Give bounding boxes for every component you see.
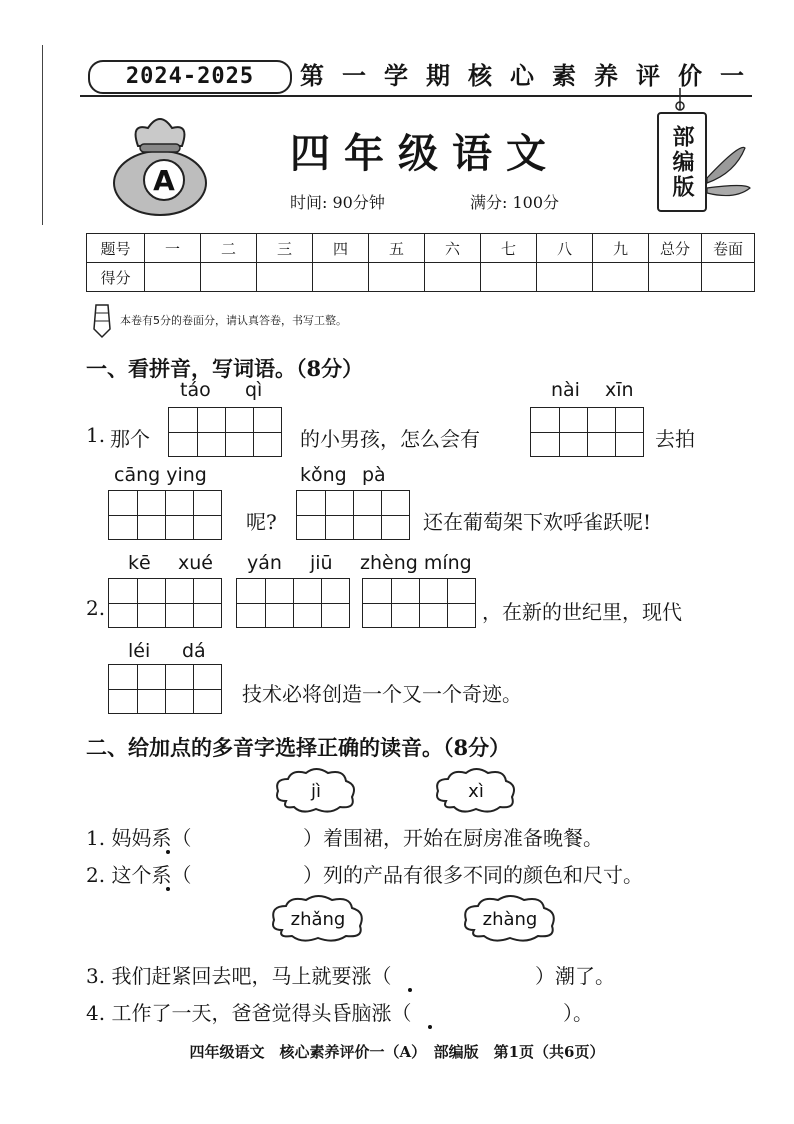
question-number: 2.: [86, 596, 106, 620]
pinyin: pà: [362, 464, 386, 486]
pinyin: qì: [245, 379, 263, 401]
sentence-text: 去拍: [655, 427, 695, 451]
table-cell: 总分: [649, 234, 702, 263]
table-cell: 题号: [87, 234, 145, 263]
score-input[interactable]: [425, 263, 481, 292]
instruction-note: 本卷有5分的卷面分，请认真答卷，书写工整。: [120, 314, 347, 327]
pinyin: nài: [551, 379, 580, 401]
table-cell: 卷面: [702, 234, 755, 263]
badge-letter: A: [153, 164, 175, 197]
score-input[interactable]: [257, 263, 313, 292]
score-input[interactable]: [481, 263, 537, 292]
pinyin-cloud: [272, 765, 360, 817]
pinyin: léi: [128, 640, 151, 662]
writing-grid[interactable]: [108, 578, 222, 628]
table-cell: 二: [201, 234, 257, 263]
question-line-start: 1. 妈妈系（: [86, 826, 192, 850]
pinyin-cloud: [268, 892, 368, 946]
exam-full-score: 满分: 100分: [470, 193, 560, 212]
writing-grid[interactable]: [236, 578, 350, 628]
question-line-end: ）着围裙，开始在厨房准备晚餐。: [303, 826, 603, 850]
score-table: [86, 233, 755, 292]
cloud-pinyin: jì: [310, 781, 322, 802]
emphasis-dot: [408, 988, 412, 992]
sentence-text: 呢?: [246, 510, 277, 534]
emphasis-dot: [166, 850, 170, 854]
writing-grid[interactable]: [530, 407, 644, 457]
pinyin: dá: [182, 640, 206, 662]
score-input[interactable]: [649, 263, 702, 292]
question-line-end: ）列的产品有很多不同的颜色和尺寸。: [303, 863, 643, 887]
table-cell: 一: [145, 234, 201, 263]
pinyin-cloud: [432, 765, 520, 817]
cloud-pinyin: xì: [468, 781, 484, 802]
pinyin: xué: [178, 552, 213, 574]
table-cell: 六: [425, 234, 481, 263]
table-cell: 三: [257, 234, 313, 263]
money-bag-icon: [110, 108, 210, 218]
pinyin: táo: [180, 379, 211, 401]
cloud-pinyin: zhǎng: [290, 909, 346, 930]
pinyin: kǒng: [300, 464, 347, 486]
score-input[interactable]: [201, 263, 257, 292]
exam-title: 四年级语文: [290, 130, 560, 177]
cloud-pinyin: zhàng: [482, 909, 538, 930]
question-line-start: 4. 工作了一天，爸爸觉得头昏脑涨（: [86, 1001, 412, 1025]
sentence-text: 技术必将创造一个又一个奇迹。: [242, 682, 522, 706]
pinyin: zhèng míng: [360, 552, 472, 574]
sentence-text: 那个: [110, 427, 150, 451]
pinyin-cloud: [460, 892, 560, 946]
sentence-text: ，在新的世纪里，现代: [482, 600, 682, 624]
writing-grid[interactable]: [362, 578, 476, 628]
pencil-icon: [88, 303, 114, 339]
page-footer: 四年级语文 核心素养评价一（A） 部编版 第1页（共6页）: [189, 1043, 605, 1061]
school-year: 2024-2025: [88, 60, 292, 94]
writing-grid[interactable]: [168, 407, 282, 457]
table-cell: 七: [481, 234, 537, 263]
question-number: 1.: [86, 423, 106, 447]
pinyin: jiū: [310, 552, 333, 574]
score-input[interactable]: [593, 263, 649, 292]
table-cell: 得分: [87, 263, 145, 292]
emphasis-dot: [166, 887, 170, 891]
score-input[interactable]: [145, 263, 201, 292]
table-cell: 五: [369, 234, 425, 263]
emphasis-dot: [428, 1025, 432, 1029]
pinyin: yán: [247, 552, 282, 574]
score-table-score-row: [87, 263, 755, 292]
question-line-end: ）潮了。: [535, 964, 615, 988]
score-table-header-row: [87, 234, 755, 263]
question-line-start: 2. 这个系（: [86, 863, 192, 887]
score-input[interactable]: [537, 263, 593, 292]
table-cell: 九: [593, 234, 649, 263]
table-cell: 八: [537, 234, 593, 263]
pinyin: cāng ying: [114, 464, 207, 486]
sentence-text: 还在葡萄架下欢呼雀跃呢!: [423, 510, 652, 534]
pinyin: kē: [128, 552, 151, 574]
score-input[interactable]: [369, 263, 425, 292]
edition-tag: 部编版: [657, 112, 707, 212]
exam-time: 时间: 90分钟: [290, 193, 385, 212]
writing-grid[interactable]: [108, 490, 222, 540]
question-line-start: 3. 我们赶紧回去吧，马上就要涨（: [86, 964, 392, 988]
writing-grid[interactable]: [296, 490, 410, 540]
table-cell: 四: [313, 234, 369, 263]
pinyin: xīn: [605, 379, 634, 401]
margin-line: [42, 45, 43, 225]
exam-subtitle: 第一学期核心素养评价一: [300, 61, 762, 90]
score-input[interactable]: [702, 263, 755, 292]
sentence-text: 的小男孩，怎么会有: [300, 427, 480, 451]
writing-grid[interactable]: [108, 664, 222, 714]
question-line-end: ）。: [563, 1001, 593, 1025]
score-input[interactable]: [313, 263, 369, 292]
section2-heading: 二、给加点的多音字选择正确的读音。（8分）: [86, 735, 511, 760]
section1-heading: 一、看拼音，写词语。（8分）: [86, 356, 364, 381]
